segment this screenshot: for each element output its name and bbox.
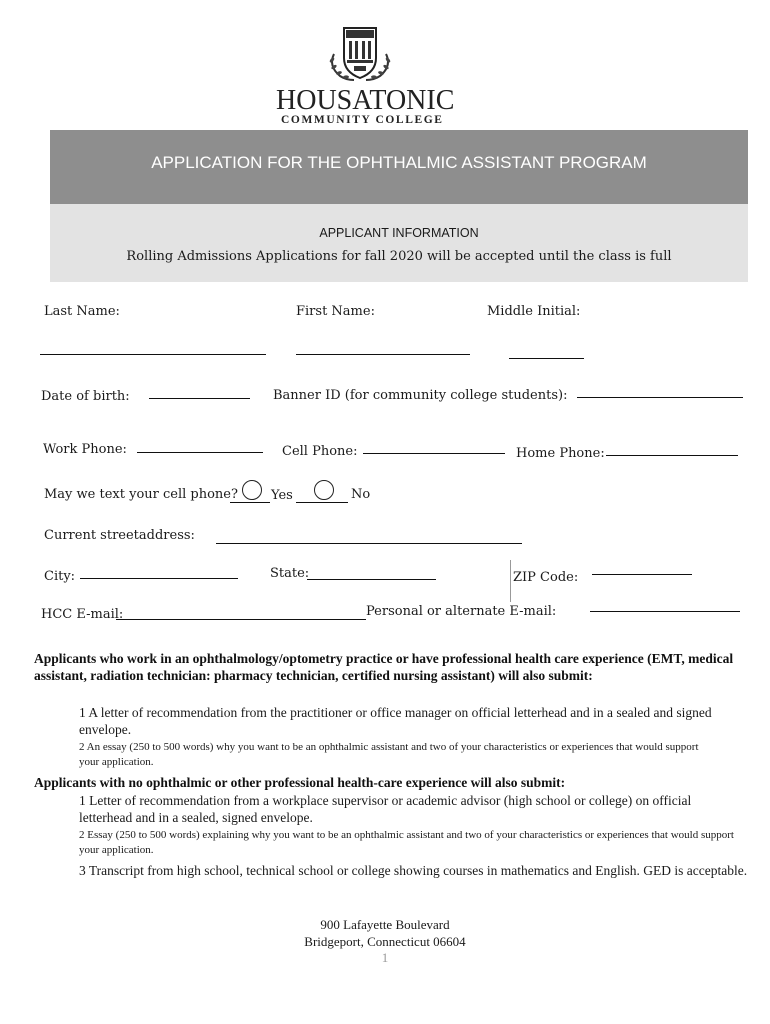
rolling-admissions-note: Rolling Admissions Applications for fall 2020 will be accepted until the class is full: [126, 249, 672, 264]
page-number: 1: [381, 950, 389, 965]
banner-id-field[interactable]: [577, 397, 743, 398]
no-experience-item-1: 1 Letter of recommendation from a workplace supervisor or academic advisor (high school or college) on official letterhead and in a sealed, signed envelope.: [79, 793, 692, 825]
middle-initial-field[interactable]: [509, 358, 584, 359]
street-address-label: Current streetaddress:: [44, 528, 195, 543]
last-name-label: Last Name:: [44, 304, 120, 319]
dob-field[interactable]: [149, 398, 250, 399]
hcc-email-field[interactable]: [116, 619, 366, 620]
yes-label: Yes: [271, 488, 293, 503]
work-phone-label: Work Phone:: [43, 442, 127, 457]
zip-field[interactable]: [592, 574, 692, 575]
experienced-applicants-intro: Applicants who work in an ophthalmology/optometry practice or have professional health care experience (EMT, medical assistant, radiation technician: pharmacy technician, certified nursing assistant) will also submit:: [34, 651, 734, 683]
zip-label: ZIP Code:: [513, 570, 579, 585]
info-band: [50, 204, 748, 282]
personal-email-field[interactable]: [590, 611, 740, 612]
no-label: No: [351, 487, 371, 502]
text-permission-label: May we text your cell phone?: [44, 487, 238, 502]
first-name-label: First Name:: [296, 304, 375, 319]
street-address-field[interactable]: [216, 543, 522, 544]
cell-phone-field[interactable]: [363, 453, 505, 454]
college-subtitle: COMMUNITY COLLEGE: [281, 114, 444, 126]
state-label: State:: [270, 566, 310, 581]
home-phone-label: Home Phone:: [516, 446, 605, 461]
footer-city: Bridgeport, Connecticut 06604: [304, 934, 466, 949]
zip-divider: [510, 560, 511, 602]
work-phone-field[interactable]: [137, 452, 263, 453]
dob-label: Date of birth:: [41, 389, 130, 404]
banner-id-label: Banner ID (for community college students):: [273, 388, 568, 403]
city-field[interactable]: [80, 578, 238, 579]
personal-email-label: Personal or alternate E-mail:: [366, 604, 557, 619]
first-name-field[interactable]: [296, 354, 470, 355]
no-experience-item-3: 3 Transcript from high school, technical school or college showing courses in mathematics and English. GED is acceptable.: [79, 863, 748, 878]
section-heading: APPLICANT INFORMATION: [319, 226, 479, 240]
experienced-item-1: 1 A letter of recommendation from the practitioner or office manager on official letterhead and in a sealed and signed envelope.: [79, 705, 712, 737]
no-underline: [296, 502, 348, 503]
city-label: City:: [44, 569, 76, 584]
college-wordmark: HOUSATONIC: [276, 85, 455, 116]
home-phone-field[interactable]: [606, 455, 738, 456]
no-experience-intro: Applicants with no ophthalmic or other professional health-care experience will also submit:: [34, 775, 566, 790]
footer-street: 900 Lafayette Boulevard: [320, 917, 450, 932]
hcc-email-label: HCC E-mail:: [41, 607, 124, 622]
yes-underline: [230, 502, 270, 503]
page-title: APPLICATION FOR THE OPHTHALMIC ASSISTANT PROGRAM: [151, 153, 647, 172]
last-name-field[interactable]: [40, 354, 266, 355]
no-experience-item-2: 2 Essay (250 to 500 words) explaining why you want to be an ophthalmic assistant and two of your characteristics or experiences that would support your application.: [79, 829, 734, 856]
middle-initial-label: Middle Initial:: [487, 304, 581, 319]
college-seal-icon: [320, 24, 400, 84]
cell-phone-label: Cell Phone:: [282, 444, 358, 459]
yes-radio[interactable]: [242, 480, 262, 500]
no-radio[interactable]: [314, 480, 334, 500]
experienced-item-2: 2 An essay (250 to 500 words) why you want to be an ophthalmic assistant and two of your characteristics or experiences that would support your application.: [79, 741, 699, 768]
state-field[interactable]: [307, 579, 436, 580]
